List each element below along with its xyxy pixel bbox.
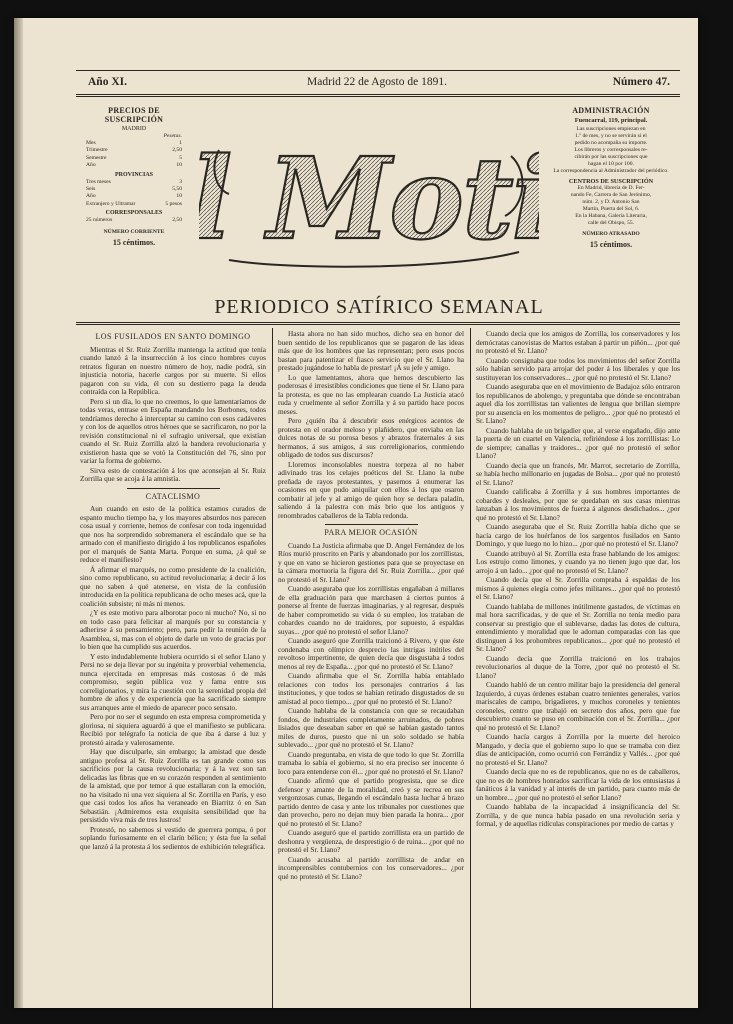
column-divider-2 bbox=[470, 328, 471, 1008]
administration-box bbox=[546, 106, 676, 249]
price-label: Semestre bbox=[86, 154, 107, 161]
subscription-box bbox=[86, 106, 182, 247]
info-line: La correspondencia al Administrador del periódico. bbox=[553, 168, 669, 174]
masthead-subtitle: PERIODICO SATÍRICO SEMANAL bbox=[214, 296, 544, 318]
article-heading-mejor-ocasion: PARA MEJOR OCASIÓN bbox=[324, 528, 418, 537]
back-number-price: 15 céntimos. bbox=[589, 240, 633, 249]
year-label: Año XI. bbox=[88, 76, 127, 88]
masthead-logo-art bbox=[199, 120, 539, 280]
back-number-label: NÚMERO ATRASADO bbox=[582, 231, 640, 237]
paragraph: Cuando calificaba á Zorrilla y á sus hombres importantes de cobardes y desleales, por que se quedaban en sus casas mientras lanzaban á los movimientos de fuerza á algunos desdichados... ¿por qué no protestó el Sr. Llano? bbox=[476, 487, 680, 522]
info-line: En Madrid, librería de D. Fer- bbox=[577, 185, 645, 191]
correspondent-price-list bbox=[86, 217, 182, 224]
article-body-column-3 bbox=[476, 330, 680, 829]
header-double-rule bbox=[76, 94, 680, 97]
paragraph: Cuando decía que los amigos de Zorrilla, los conservadores y los demócratas canovistas de Martos estaban á partir un piñón... ¿por qué no protestó el Sr. Llano? bbox=[476, 330, 680, 355]
price-value: 2,50 bbox=[172, 147, 182, 154]
price-value: 2,50 bbox=[172, 217, 182, 224]
province-price-list bbox=[86, 179, 182, 209]
price-row bbox=[86, 179, 182, 186]
article-body-cataclismo bbox=[80, 505, 266, 851]
price-row bbox=[86, 186, 182, 193]
price-value: 1 bbox=[179, 140, 182, 146]
paragraph: Cuando hablaba de un brigadier que, al verse engañado, dijo ante la puerta de un cuartel en Valencia, refiriéndose á los zorrillistas: Lo de siempre; canallas y traidores... ¿por qué no protestó el señor Llano? bbox=[476, 425, 680, 460]
paragraph: Pero por no ser el segundo en esta empresa comprometida y gloriosa, ni siquiera aguardó á que el manifiesto se publicara. Recibió por telégrafo la noticia de que iba á darse á luz y protestó airada y valerosamente. bbox=[80, 712, 266, 747]
paragraph: Cuando habló de un centro militar bajo la presidencia del general Izquierdo, á cuyas órdenes estaban cuatro tenientes generales, varios mariscales de campo, brigadieres, y muchos coroneles y tenientes coroneles, centro que trabajó en secreto dos años, pero que fue descubierto cuanto se puso en combinación con el Sr. Zorrilla... ¿por qué no protestó el Sr. Llano? bbox=[476, 680, 680, 732]
paragraph: ¿Y es este motivo para alborotar poco ni mucho? No, si no en todo caso para felicitar al marqués por su constancia y adherirse á su pensamiento; pero, para pedir la reunión de la Asamblea, si, mas con el objeto de darle un voto de gracias por lo bien que ha cumplido sus acuerdos. bbox=[80, 608, 266, 651]
price-row bbox=[86, 193, 182, 200]
article-body-continuation bbox=[278, 330, 464, 520]
article-body-fusilados bbox=[80, 346, 266, 484]
article-heading-fusilados: LOS FUSILADOS EN SANTO DOMINGO bbox=[95, 332, 251, 341]
price-label: Año bbox=[86, 162, 96, 169]
column-1 bbox=[80, 330, 266, 1008]
info-line: En la Habana, Galería Literaria, bbox=[575, 213, 647, 219]
info-line: 1.º de mes, y no se servirán si el bbox=[575, 133, 647, 139]
column-2 bbox=[278, 330, 464, 1008]
price-label: Año bbox=[86, 193, 96, 200]
price-value: 10 bbox=[176, 193, 182, 200]
currency-label: Pesetas. bbox=[163, 133, 182, 139]
paragraph: Hay que disculparle, sin embargo; la amistad que desde antiguo profesa al Sr. Ruiz Zorrilla es tan grande como sus sacrificios por la causa revolucionaria; y á la vez son tan delicadas las fibras que en su corazón responden al sentimiento de la amistad, que por temor á que estallaran con la emoción, no ha visitado ni una vez siquiera al Sr. Zorrilla en París, y eso que casi todos los años ha veraneado en Biarritz ó en San Sebastián. ¡Admiremos esta exquisita sensibilidad que ha persistido viva más de tres lustros! bbox=[80, 747, 266, 824]
masthead-logo bbox=[199, 120, 539, 280]
paragraph: Sirva esto de contestación á los que aconsejan al Sr. Ruiz Zorrilla que se acoja á la amnistía. bbox=[80, 465, 266, 483]
price-row bbox=[86, 162, 182, 169]
price-row bbox=[86, 201, 182, 208]
column-divider-1 bbox=[272, 328, 273, 1008]
current-number-label: NÚMERO CORRIENTE bbox=[103, 228, 165, 235]
price-value: 5 bbox=[179, 154, 182, 161]
administration-title: ADMINISTRACIÓN bbox=[572, 106, 650, 115]
correspondents-label: CORRESPONSALES bbox=[105, 210, 163, 217]
paragraph: Cuando aseguraba que en el movimiento de Badajoz sólo entraron los republicanos de abolengo, y preguntaba que dónde se encontraban aquel día los zorrillistas tan valientes de lengua que brillan siempre por su ausencia en los momentos de peligro... ¿por qué no protestó el Sr. Llano? bbox=[476, 382, 680, 425]
paragraph: Cuando decía que el Sr. Zorrilla compraba á espaldas de los mismos á quienes elegía como jefes militares... ¿por qué no protestó el Sr. Llano? bbox=[476, 575, 680, 601]
price-label: Trimestre bbox=[86, 147, 108, 154]
price-label: Seis bbox=[86, 186, 96, 193]
paragraph: Cuando aseguraba que el Sr. Ruiz Zorrilla había dicho que se hacía cargo de los huérfanos de los sargentos fusilados en Santo Domingo, y que luego no lo hizo... ¿por qué no protestó el Sr. Llano? bbox=[476, 522, 680, 548]
paragraph: Cuando hablaba de la incapacidad á insignificancia del Sr. Zorrilla, y de que nunca había pasado en una revolución seria y formal, y de aquellas ridículas conspiraciones por medio de cartas y bbox=[476, 802, 680, 828]
info-line: hagan el 10 por 100. bbox=[588, 161, 634, 167]
subscription-title: PRECIOS DE SUSCRIPCIÓN bbox=[104, 106, 164, 124]
paragraph: Cuando La Justicia afirmaba que D. Angel Fernández de los Ríos murió proscrito en París y abandonado por los zorrillistas, y que en vano se hicieron gestiones para que se proyectase en la cámara mortuoria la figura del Sr. Ruiz Zorrilla... ¿por qué no protestó el Sr. Llano? bbox=[278, 540, 464, 584]
info-line: Martín, Puerta del Sol, 6. bbox=[582, 206, 640, 212]
paragraph: Cuando consignaba que todos los movimientos del señor Zorrilla sólo habían servido para arrojar del poder á los liberales y que los sustituyeran los conservadores... ¿por qué no protestó el Sr. Llano? bbox=[476, 355, 680, 382]
price-row bbox=[86, 140, 182, 147]
page-spine bbox=[14, 18, 23, 1008]
paragraph: Cuando hablaba de la constancia con que se recaudaban fondos, de industriales completamente arruinados, de pobres lisiados que deseaban saber en qué se habían gastado tantos miles de duros, puesto que ni un solo soldado se había sublevado... ¿por qué no protestó el Sr. Llano? bbox=[278, 706, 464, 749]
price-row bbox=[86, 147, 182, 154]
column-3 bbox=[476, 330, 680, 1008]
paragraph: Cuando aseguraba que los zorrillistas engañaban á millares de ella graduación para que marchasen á ciertos puntos á ponerse al frente de fuerzas imaginarias, y al regresar, después de haber comprometido su vida ó su empleo, los trataban de cobardes cuando no de traidores, por supuesto, á espaldas suyas... ¿por qué no protestó el señor Llano? bbox=[278, 584, 464, 636]
paragraph: Protestó, no sabemos si vestido de guerrera pompa, ó por soplando furiosamente en el clarín bélico; y ésta fue la señal que lanzó á la protesta á los sedientos de exhibición telegráfica. bbox=[80, 824, 266, 851]
price-value: 3 bbox=[179, 178, 182, 185]
info-line: Las suscripciones empiezan en bbox=[576, 126, 646, 132]
price-value: 10 bbox=[176, 162, 182, 169]
price-label: 25 números bbox=[86, 217, 113, 224]
paragraph: Cuando atribuyó al Sr. Zorrilla esta frase hablando de los amigos: Los estrujo como limones, y cuando ya no tienen jugo que dar, los arrojo á un lado... ¿por qué no protestó el Sr. Llano? bbox=[476, 548, 680, 575]
info-line: cibirán por las suscripciones que bbox=[574, 154, 648, 160]
price-value: 5,50 bbox=[172, 186, 182, 193]
paragraph: Cuando aseguró que Zorrilla traicionó á Rivero, y que éste condenaba con olímpico desprecio las intrigas inútiles del revoltoso impertinente, de quien decía que disgustaba á todos menos al rey de España... ¿por qué no protestó el Sr. Llano? bbox=[278, 636, 464, 671]
dateline: Madrid 22 de Agosto de 1891. bbox=[307, 76, 447, 88]
paragraph: Lloremos inconsolables nuestra torpeza al no haber adivinado tras los celajes poéticos del Sr. Llano la nube preñada de rayos protestantes, y pasemos á enumerar las ocasiones en que pudo aniquilar con ellos á los que osaron combatir al jefe y al amigo de quien hoy se declara paladín, saliendo á la palestra con más brío que los antiguos y renombrados caballeros de la Tabla redonda. bbox=[278, 459, 464, 520]
paragraph: Cuando aseguró que el partido zorrillista era un partido de deshonra y vergüenza, de desprestigio ó de ruina... ¿por qué no protestó el Sr. Llano? bbox=[278, 828, 464, 854]
current-number-price: 15 céntimos. bbox=[112, 237, 156, 247]
paragraph: Cuando hablaba de millones inútilmente gastados, de víctimas en mal hora sacrificadas, y de que el Sr. Zorrilla no tenía medio para conservar su prestigio que el sublevarse, dadas las dotes de cultura, entendimiento y moralidad que le adornan comparadas con las que distinguen á los prohombres republicanos... ¿por qué no protestó el Sr. Llano? bbox=[476, 601, 680, 653]
issue-number: Número 47. bbox=[612, 76, 670, 88]
price-row bbox=[86, 155, 182, 162]
masthead-bottom-rule bbox=[76, 322, 680, 325]
paragraph: Pero si un día, lo que no creemos, lo que lamentaríamos de todas veras, entrase en España mandando los Borbones, todos tendríamos derecho á interceptar su camino con esos cadáveres y con los de aquellos otros héroes que se sacrificaron, no por la revisión constitucional ni el sufragio universal, que existían cuando el Sr. Ruiz Zorrilla alzó la bandera revolucionaria y existieron hasta que se votó la Constitución del 76, sino por variar la forma de gobierno. bbox=[80, 396, 266, 465]
article-separator bbox=[127, 488, 220, 489]
centers-list bbox=[546, 185, 676, 227]
paragraph: Á afirmar el marqués, no como presidente de la coalición, sino como republicano, su actitud revolucionaria; á decir á los que no saben á qué atenerse, en vista de la confusión introducida en la política republicana de ocho meses acá, que la coalición subsiste; ni más ni menos. bbox=[80, 564, 266, 608]
paragraph: Pero ¿quién iba á descubrir esos enérgicos acentos de protesta en el orador meloso y plañidero, que enviaba en las dulces notas de su porosa besos y abrazos fraternales á sus hermanos, á sus amigos, á sus correligionarios, conmiendo obligado de todos sus discursos? bbox=[278, 416, 464, 459]
newspaper-page bbox=[14, 18, 698, 1008]
madrid-label: MADRID bbox=[121, 126, 147, 132]
masthead-title: Mot bbox=[267, 134, 512, 265]
administration-address: Fuencarral, 119, principal. bbox=[574, 117, 648, 124]
paragraph: Cuando hacía cargos á Zorrilla por la muerte del heroico Mangado, y decía que el gobierno supo lo que se tramaba con diez días de anticipación, como ocurrió con Ferrándiz y Vallés... ¿por qué no protestó el Sr. Llano? bbox=[476, 732, 680, 767]
paragraph: Cuando preguntaba, en vista de que todo lo que Sr. Zorrilla tramaba lo sabía el gobierno, si no era preciso ser inocente ó loco para entenderse con él... ¿por qué no protestó el Sr. Llano? bbox=[278, 749, 464, 776]
info-line: nando Fe, Carrera de San Jerónimo, bbox=[570, 192, 652, 198]
article-separator-2 bbox=[325, 524, 418, 525]
price-row bbox=[86, 217, 182, 224]
paragraph: Hasta ahora no han sido muchos, dicho sea en honor del buen sentido de los republicanos que se pagaron de las ideas más que de los hombres que las representan; pero esos pocos bastan para patentizar el fiasco servicio que el Sr. Llano ha prestado jugándose lo habla de prestar! ¡Á su jefe y amigo. bbox=[278, 330, 464, 372]
paragraph: Cuando decía que no es de republicanos, que no es de caballeros, que no es de hombres honrados sacrificar la vida de los entusiastas á fanáticos á la vanidad y al interés de un partido, para cuanto más de un hombre... ¿por qué no protestó el señor Llano? bbox=[476, 767, 680, 802]
article-body-mejor-ocasion bbox=[278, 542, 464, 882]
provinces-label: PROVINCIAS bbox=[114, 171, 153, 178]
paragraph: Mientras el Sr. Ruiz Zorrilla mantenga la actitud que tenía cuando lanzó á la insurrección á los cinco hombres cuyos retratos figuran en nuestro número de hoy, nadie podrá, sin injusticia notoria, hacerle cargos por su muerte. Si ellos pagaron con su vida, él con su destierro paga la deuda contraída con la República. bbox=[80, 344, 266, 396]
article-heading-cataclismo: CATACLISMO bbox=[145, 491, 201, 501]
price-label: Extranjero y Ultramar bbox=[86, 200, 136, 207]
paragraph: Cuando decía que un francés, Mr. Marrot, secretario de Zorrilla, se había hecho millonario en jugadas de Bolsa... ¿por qué no protestó el Sr. Llano? bbox=[476, 460, 680, 487]
price-label: Tres meses bbox=[86, 178, 111, 185]
price-label: Mes bbox=[86, 140, 96, 146]
info-line: calle del Obispo, 55. bbox=[587, 220, 635, 226]
header-line bbox=[74, 70, 680, 96]
info-line: pedido no acompaña su importe. bbox=[574, 140, 648, 146]
info-line: Los libreros y corresponsales re- bbox=[574, 147, 648, 153]
madrid-price-list bbox=[86, 140, 182, 170]
paragraph: Lo que lamentamos, ahora que hemos descubierto las poderosas é irresistibles condiciones que tiene el Sr. Llano para la protesta, es que no las emplearan cuando La Justicia atacó ruda y cruelmente al señor Zorrilla y á su partido hace pocos meses. bbox=[278, 372, 464, 416]
paragraph: Y esto indudablemente hubiera ocurrido si el señor Llano y Persi no se deja llevar por su ingénita y proverbial vehemencia, nunca ejercitada en empresas más costosas ó de más compromiso, según pública voz y fama entre sus correligionarios, y mira la cuestión con la serenidad propia del hombre de años y de experiencia que ha sacrificado siempre sus arranques ante el miedo de aparecer poco sensato. bbox=[80, 651, 266, 712]
price-value: 5 pesos bbox=[165, 200, 182, 207]
paragraph: Cuando acusaba al partido zorrillista de andar en incomprensibles contubernios con los conservadores... ¿por qué no protestó el Sr. Llano? bbox=[278, 854, 464, 881]
centers-title: CENTROS DE SUSCRIPCIÓN bbox=[568, 178, 654, 185]
paragraph: Cuando afirmó que el partido progresista, que se dice defensor y amante de la moralidad, creó y se recrea en sus vergonzosas cunas, llegando el escándalo hasta luchar á brazo partido dentro de casa y ante los tribunales por cuestiones que dan provecho, pero no dejan muy bien parada la honra... ¿por qué no protestó el Sr. Llano? bbox=[278, 776, 464, 828]
administration-notes bbox=[546, 126, 676, 175]
info-line: núm. 2, y D. Antonio San bbox=[582, 199, 640, 205]
paragraph: Aun cuando en esto de la política estamos curados de espanto mucho tiempo ha, y los mayores absurdos nos parecen cosa usual y corriente, hemos de confesar con toda ingenuidad que nos ha sorprendido sobremanera el escándalo que se ha armado con el manifiesto dirigido á los republicanos españoles por el marqués de Santa Marta. Porque en suma, ¿á qué se reduce el manifiesto? bbox=[80, 504, 266, 564]
paragraph: Cuando afirmaba que el Sr. Zorrilla había entablado relaciones con todos los personajes contrarios á las instituciones, y que todos se habían retirado disgustados de su amistad al poco tiempo... ¿por qué no protestó el Sr. Llano? bbox=[278, 671, 464, 706]
paragraph: Cuando decía que Zorrilla traicionó en los trabajos revolucionarios al duque de la Torre, ¿por qué no protestó el Sr. Llano? bbox=[476, 653, 680, 680]
